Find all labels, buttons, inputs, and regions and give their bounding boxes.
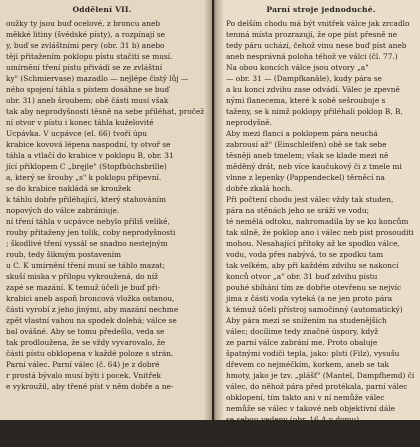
text-line: y, buď se zvláštními pery (obr. 31 b) anebo — [6, 41, 165, 50]
text-line: se do krabice nakládá se kroužek — [6, 184, 131, 193]
text-line: části vyrobí z jeho jinými, aby mazání nechme — [6, 305, 179, 314]
text-line: umírnění tření pístu přivádí se ze zvláštní — [6, 63, 163, 72]
text-line: táhla a vtlačí do krabice v poklopu B, obr. 31 — [6, 151, 174, 160]
text-line: a ku konci zdvihu zase odvádí. Válec je zpevně — [226, 85, 400, 94]
right-page-text — [226, 18, 416, 447]
text-line: měkké litiny (švédské písty), a rozpínají se — [6, 30, 166, 39]
text-line: krabici aneb aspoň broncová vložka ostanou, — [6, 294, 175, 303]
right-page — [214, 0, 420, 446]
text-line: krabice kovová lépena naspodní, ty otvoř se — [6, 140, 171, 149]
text-line: válec, do něhož pára před protékala, parní válec — [226, 382, 408, 391]
text-line: zpět vlastní vahou na spodek dolehá; válce se — [6, 316, 177, 325]
text-line: jící přiklopem C „bręjle" (Stopfbüchsbrille) — [6, 162, 167, 171]
text-line: vlnne z lepenky (Pappendeckel) těrněcí na — [226, 173, 385, 182]
text-line: r prostá bývalo musí býti i pocek. Vnitřek — [6, 371, 162, 380]
text-line: tenmá místa prozrazují, že ope píst přesně ne — [226, 30, 398, 39]
text-line: pára na stěnách jeho se sráží ve vodu; — [226, 206, 370, 215]
text-line: válec; docílime tedy značné úspory, když — [226, 327, 379, 336]
text-line: tak prodloužena, že se vždy vyvarovalo, že — [6, 338, 166, 347]
text-line: té nemělá odtoku, nahromadila by se ku koncům — [226, 217, 409, 226]
text-line: části pístu obklopena v každé poloze s strán. — [6, 349, 174, 358]
text-line: bal ovášné. Aby se tomu předešlo, veda se — [6, 327, 165, 336]
right-page-header: Parní stroje jednoduché. — [266, 5, 376, 14]
text-line: zapé se mazání. K temuž účeli je buď při- — [6, 283, 161, 292]
text-line: taženy, se k nimž poklopy přiléhali poklop B, B, — [226, 107, 403, 116]
text-line: oužky ty jsou buď ocelové, z broncu aneb — [6, 19, 161, 28]
text-line: nými flanecema, které k sobě sešroubuje s — [226, 96, 386, 105]
text-line: roub, tedy šikmým postavením — [6, 250, 121, 259]
text-line: se sebou vedeny (obr. 16 A v domu). — [226, 415, 362, 424]
text-line: Při počtení chodu jest válec vždy tak studen, — [226, 195, 394, 204]
text-line: Po delším chodu má být vnitřek válce jak zrcadlo — [226, 19, 410, 28]
text-line: ; škodlivé tření vyssál se snadno nestejným — [6, 239, 168, 248]
text-line: konců otvor „a" obr. 31 buď zdvihu pístu — [226, 272, 378, 281]
text-line: tak velkém, aby při každém zdvihu se nakoncí — [226, 261, 399, 270]
left-page — [0, 0, 212, 420]
book-gutter — [204, 0, 224, 420]
text-line: obklopení, tím takto ani v ní nemůže válec — [226, 393, 385, 402]
text-line: Aby mezi flanci a poklopem pára neuchá — [226, 129, 378, 138]
text-line: pouhé sbíhání tím ze dobřie otevřenu se nejvíc — [226, 283, 402, 292]
left-page-text — [6, 18, 205, 392]
text-line: těsněji aneb tmelem; však se klade mezi ně — [226, 151, 389, 160]
text-line: vodu, voda přes nabývá, to se zpodku tam — [226, 250, 384, 259]
text-line: tedy páru uchází, čehož vinu nese buď píst aneb — [226, 41, 407, 50]
text-line: Parní válec. Parní válec (č. 64) je z dobré — [6, 360, 160, 369]
text-line: u C. K umírnění tření musí se táhlo mazat; — [6, 261, 165, 270]
text-line: dobře zkalá hoch. — [226, 184, 293, 193]
text-line: tějí přitažením poklopu pístu stačiti se musí. — [6, 52, 173, 61]
text-line: tak silně, že poklop ano i válec neb píst prosouditi — [226, 228, 414, 237]
text-line: ného spojení táhla s pístem dosáhne se buď — [6, 85, 170, 94]
text-line: mohou. Nesahající přítoky až ke spodku válce, — [226, 239, 400, 248]
text-line: zabrousí až" (Einschleifen) obě se tak sebe — [226, 140, 387, 149]
text-line: a, který se šrouby „s" k poklopu připevní. — [6, 173, 162, 182]
text-line: neprodyšně. — [226, 118, 273, 127]
text-line: Ucpávka. V ucpávce (el. 66) tvoří úpu — [6, 129, 148, 138]
text-line: skuší miska v přílopu vykroužená, do níž — [6, 272, 158, 281]
text-line: — obr. 31 — (Dampfkanäle), kudy pára se — [226, 74, 382, 83]
text-line: Na obou koncích válce jsou otvory „a" — [226, 63, 369, 72]
left-page-header: Oddělení VII. — [72, 5, 132, 14]
text-line: špatnými vodiči tepla, jako: plsti (Filz), vysušu — [226, 349, 400, 358]
text-line: k táhlu dobře přiléhající, který stahováním — [6, 195, 166, 204]
text-line: ky" (Schmiervase) mazadlo — nejlépe čistý lůj — — [6, 74, 189, 83]
text-line: tak aby neprodyšnosti těsně na sebe přiléhat, pročež — [6, 107, 205, 116]
text-line: jima z části voda vyteká (a ne jen proto pára — [226, 294, 393, 303]
text-line: zdvihu, musí zůstati vždy malý prostor, aby — [226, 437, 388, 446]
text-line: e vykroužil, aby třené píst v něm dobře a ne- — [6, 382, 174, 391]
text-line: nemůže se válec v takové neb objektivní dále — [226, 404, 395, 413]
text-line: měděný drát, neb více kaučukový či z tmele mi — [226, 162, 402, 171]
text-line: Aby pára mezi se snížením na studenějších — [226, 316, 387, 325]
text-line: obr. 31) aneb šroubem; obě části musí však — [6, 96, 169, 105]
text-line: Mezi poklopem válce a pístem, když jest na — [226, 426, 389, 435]
text-line: ze parní válce zabrání me. Proto obaluje — [226, 338, 378, 347]
text-line: dřevem co nejméčkím, korkem, aneb se tak — [226, 360, 389, 369]
text-line: ní tření táhla v ucpávce nebylo příliš veliké, — [6, 217, 170, 226]
text-line: rouby přitaženy jen tolik, coby neprodyšnosti — [6, 228, 176, 237]
text-line: aneb nesprávná poloha téhož ve válci (čl. 77.) — [226, 52, 398, 61]
text-line: ní otvor v pístu i konec táhla kuželovité — [6, 118, 154, 127]
text-line: hmoty, jako je tzv. „plášť" (Mantel, Dampfhemd) či — [226, 371, 415, 380]
text-line: k témuž účeli přístroj samočinný (automatický) — [226, 305, 403, 314]
text-line: nopových do válce zabrániuje. — [6, 206, 120, 215]
